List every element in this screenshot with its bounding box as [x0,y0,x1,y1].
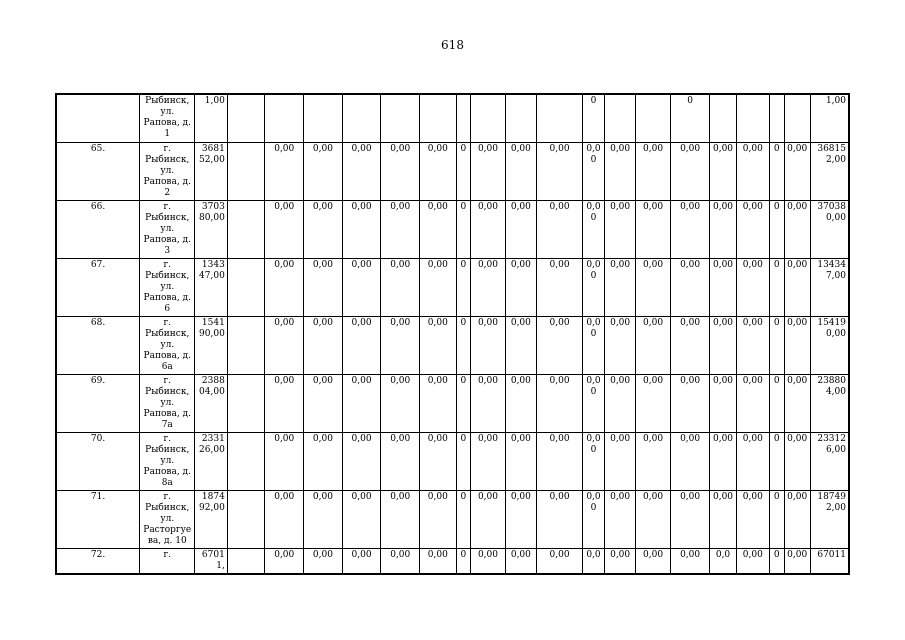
value-cell: 0,00 [710,433,736,491]
value-cell: 0 [769,317,784,375]
value-cell: 0,00 [342,201,381,259]
address-cell: Рыбинск, ул. Рапова, д. 1 [140,94,195,143]
row-number: 65. [56,143,140,201]
value-cell: 0,00 [420,549,457,575]
value-cell: 0,00 [304,549,343,575]
value-cell [537,94,583,143]
table-row [56,491,849,549]
row-number: 69. [56,375,140,433]
value-cell: 0,00 [420,491,457,549]
value-cell: 0,00 [420,201,457,259]
value-cell: 0,00 [265,317,304,375]
value-cell: 0,00 [784,491,810,549]
address-cell: г. Рыбинск, ул. Рапова, д. 6 [140,259,195,317]
value-cell: 0,00 [604,491,635,549]
row-number: 66. [56,201,140,259]
value-cell: 0 [769,143,784,201]
value-cell: 0,00 [381,317,420,375]
value-cell: 0,00 [604,143,635,201]
value-cell: 0,00 [537,143,583,201]
address-cell: г. Рыбинск, ул. Рапова, д. 6а [140,317,195,375]
value-cell: 0,00 [342,491,381,549]
value-cell: 0,00 [342,317,381,375]
value-cell [227,317,265,375]
value-cell: 0,00 [604,433,635,491]
table-row [56,94,849,143]
value-cell: 0,00 [670,201,710,259]
value-cell: 0,00 [736,433,769,491]
value-cell: 0,00 [304,143,343,201]
value-cell: 0,00 [736,317,769,375]
value-cell: 0 [769,549,784,575]
value-cell: 0,00 [420,433,457,491]
value-cell: 0,00 [710,491,736,549]
value-cell: 0 [670,94,710,143]
value-cell: 0,00 [420,375,457,433]
value-cell: 0,00 [736,549,769,575]
value-cell: 0,00 [420,317,457,375]
value-cell: 0,00 [471,549,505,575]
table-row [56,143,849,201]
value-cell: 0,00 [265,491,304,549]
value-cell: 0,00 [381,549,420,575]
value-cell: 0,00 [265,143,304,201]
row-number: 71. [56,491,140,549]
row-number: 67. [56,259,140,317]
value-cell: 0,00 [736,491,769,549]
value-cell: 0,00 [710,259,736,317]
value-cell: 0,00 [471,491,505,549]
value-cell: 0 [456,143,471,201]
value-cell: 0,00 [537,491,583,549]
value-cell [227,259,265,317]
value-cell: 0 [769,491,784,549]
final-total-cell: 370380,00 [810,201,849,259]
value-cell: 0,00 [604,317,635,375]
value-cell: 0,00 [736,259,769,317]
value-cell: 0,00 [505,201,536,259]
value-cell: 0,00 [784,375,810,433]
value-cell: 0 [769,375,784,433]
value-cell: 0,00 [736,143,769,201]
value-cell: 0,00 [784,433,810,491]
total-cell: 370380,00 [195,201,227,259]
value-cell: 0,00 [636,549,670,575]
value-cell: 0 [583,94,605,143]
value-cell: 0,00 [505,433,536,491]
value-cell [471,94,505,143]
value-cell: 0,00 [265,259,304,317]
table-row [56,375,849,433]
value-cell: 0,00 [471,259,505,317]
value-cell [420,94,457,143]
value-cell: 0,00 [710,201,736,259]
table-row [56,317,849,375]
address-cell: г. Рыбинск, ул. Расторгуева, д. 10 [140,491,195,549]
value-cell: 0,00 [636,143,670,201]
value-cell [736,94,769,143]
value-cell: 0,00 [381,375,420,433]
value-cell: 0,00 [710,143,736,201]
row-number: 72. [56,549,140,575]
value-cell [227,491,265,549]
total-cell: 238804,00 [195,375,227,433]
value-cell: 0,00 [670,375,710,433]
value-cell: 0,00 [304,317,343,375]
value-cell: 0 [769,433,784,491]
total-cell: 368152,00 [195,143,227,201]
value-cell: 0,00 [265,375,304,433]
value-cell: 0,00 [381,143,420,201]
value-cell: 0 [769,201,784,259]
table-row [56,433,849,491]
value-cell: 0,00 [265,549,304,575]
value-cell: 0,00 [537,259,583,317]
total-cell: 134347,00 [195,259,227,317]
value-cell: 0,00 [342,433,381,491]
value-cell: 0,00 [265,201,304,259]
value-cell: 0,00 [670,317,710,375]
value-cell: 0,00 [304,433,343,491]
row-number: 70. [56,433,140,491]
value-cell [381,94,420,143]
value-cell: 0,00 [381,491,420,549]
value-cell: 0,00 [304,259,343,317]
value-cell: 0,00 [342,143,381,201]
value-cell: 0,00 [471,317,505,375]
value-cell: 0,00 [784,143,810,201]
final-total-cell: 187492,00 [810,491,849,549]
value-cell: 0,00 [505,549,536,575]
address-cell: г. Рыбинск, ул. Рапова, д. 3 [140,201,195,259]
value-cell: 0,00 [304,491,343,549]
value-cell: 0 [456,201,471,259]
value-cell: 0,00 [505,143,536,201]
value-cell [456,94,471,143]
value-cell: 0,00 [342,549,381,575]
value-cell: 0,00 [636,375,670,433]
value-cell: 0,00 [583,259,605,317]
final-total-cell: 368152,00 [810,143,849,201]
value-cell: 0,00 [471,201,505,259]
value-cell: 0,00 [304,375,343,433]
value-cell [227,549,265,575]
value-cell: 0,00 [710,317,736,375]
value-cell: 0,0 [583,549,605,575]
value-cell: 0,00 [636,491,670,549]
value-cell: 0,00 [583,143,605,201]
value-cell: 0,00 [537,317,583,375]
table-row [56,259,849,317]
value-cell: 0,00 [636,433,670,491]
value-cell: 0,00 [342,259,381,317]
value-cell [769,94,784,143]
value-cell: 0,00 [736,201,769,259]
value-cell: 0,00 [381,259,420,317]
value-cell: 0,00 [583,201,605,259]
value-cell: 0,00 [604,201,635,259]
value-cell: 0,00 [583,433,605,491]
value-cell: 0,00 [537,201,583,259]
table-row [56,549,849,575]
value-cell [604,94,635,143]
value-cell [265,94,304,143]
value-cell [342,94,381,143]
value-cell [304,94,343,143]
value-cell: 0,00 [604,375,635,433]
value-cell [505,94,536,143]
value-cell: 0,00 [583,375,605,433]
value-cell: 0,00 [670,549,710,575]
value-cell [636,94,670,143]
value-cell [710,94,736,143]
value-cell: 0,00 [420,259,457,317]
total-cell: 154190,00 [195,317,227,375]
value-cell: 0,00 [265,433,304,491]
value-cell: 0,00 [636,317,670,375]
data-table [55,93,850,575]
value-cell: 0 [456,549,471,575]
value-cell: 0,00 [381,433,420,491]
value-cell: 0,00 [636,201,670,259]
value-cell: 0,00 [670,143,710,201]
total-cell: 1,00 [195,94,227,143]
address-cell: г. Рыбинск, ул. Рапова, д. 8а [140,433,195,491]
value-cell: 0,00 [604,259,635,317]
value-cell [227,94,265,143]
value-cell: 0 [769,259,784,317]
value-cell: 0,00 [784,317,810,375]
final-total-cell: 1,00 [810,94,849,143]
address-cell: г. Рыбинск, ул. Рапова, д. 2 [140,143,195,201]
value-cell [227,201,265,259]
value-cell: 0 [456,491,471,549]
value-cell [227,143,265,201]
value-cell: 0 [456,375,471,433]
row-number [56,94,140,143]
total-cell: 233126,00 [195,433,227,491]
final-total-cell: 154190,00 [810,317,849,375]
final-total-cell: 134347,00 [810,259,849,317]
value-cell [784,94,810,143]
value-cell: 0,00 [583,491,605,549]
final-total-cell: 238804,00 [810,375,849,433]
value-cell: 0,00 [505,491,536,549]
value-cell: 0,00 [636,259,670,317]
value-cell [227,375,265,433]
total-cell: 187492,00 [195,491,227,549]
value-cell: 0,00 [505,259,536,317]
value-cell: 0,00 [537,549,583,575]
value-cell [227,433,265,491]
value-cell: 0,00 [381,201,420,259]
value-cell: 0,00 [471,143,505,201]
table-row [56,201,849,259]
value-cell: 0,00 [342,375,381,433]
page-number: 618 [441,38,464,52]
value-cell: 0,00 [471,433,505,491]
value-cell: 0,00 [471,375,505,433]
value-cell: 0 [456,433,471,491]
address-cell: г. [140,549,195,575]
value-cell: 0,00 [710,375,736,433]
value-cell: 0,00 [784,201,810,259]
value-cell: 0,00 [604,549,635,575]
final-total-cell: 67011 [810,549,849,575]
value-cell: 0,00 [304,201,343,259]
value-cell: 0 [456,317,471,375]
row-number: 68. [56,317,140,375]
value-cell: 0,00 [420,143,457,201]
value-cell: 0,00 [505,375,536,433]
value-cell: 0,00 [784,259,810,317]
value-cell: 0 [456,259,471,317]
value-cell: 0,00 [736,375,769,433]
value-cell: 0,00 [670,259,710,317]
value-cell: 0,0 [710,549,736,575]
value-cell: 0,00 [537,375,583,433]
value-cell: 0,00 [583,317,605,375]
value-cell: 0,00 [670,433,710,491]
total-cell: 67011, [195,549,227,575]
value-cell: 0,00 [784,549,810,575]
final-total-cell: 233126,00 [810,433,849,491]
value-cell: 0,00 [537,433,583,491]
address-cell: г. Рыбинск, ул. Рапова, д. 7а [140,375,195,433]
value-cell: 0,00 [670,491,710,549]
value-cell: 0,00 [505,317,536,375]
